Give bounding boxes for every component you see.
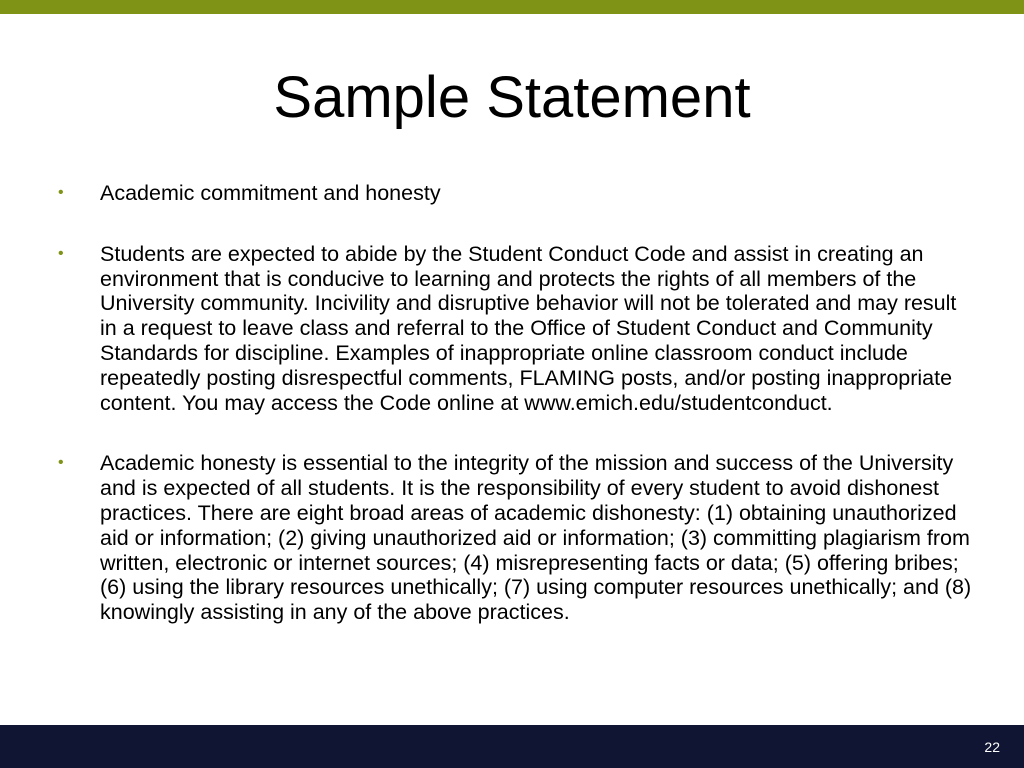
footer-bar	[0, 725, 1024, 768]
bullet-text: Academic commitment and honesty	[100, 181, 441, 205]
bullet-dot-icon: •	[58, 454, 64, 472]
bullet-item	[58, 451, 973, 625]
bullet-text: Students are expected to abide by the Student Conduct Code and assist in creating an environment that is conducive to learning and protects the rights of all members of the University community. Incivility and disruptive behavior will not be tolerated and may result in a request to leave class and referral to the Office of Student Conduct and Community Standards for discipline. Examples of inappropriate online classroom conduct include repeatedly posting disrespectful comments, FLAMING posts, and/or posting inappropriate content. You may access the Code online at www.emich.edu/studentconduct.	[100, 241, 957, 415]
bullet-dot-icon: •	[58, 184, 64, 201]
bullet-item	[58, 181, 973, 206]
bullet-dot-icon: •	[58, 244, 64, 262]
bullet-item	[58, 242, 973, 416]
slide-title: Sample Statement	[273, 65, 751, 130]
top-accent-bar	[0, 0, 1024, 14]
bullet-list	[58, 181, 973, 625]
bullet-text: Academic honesty is essential to the integrity of the mission and success of the University and is expected of all students. It is the responsibility of every student to avoid dishonest practices. There are eight broad areas of academic dishonesty: (1) obtaining unauthorized aid or information; (2) giving unauthorized aid or information; (3) committing plagiarism from written, electronic or internet sources; (4) misrepresenting facts or data; (5) offering bribes; (6) using the library resources unethically; (7) using computer resources unethically; and (8) knowingly assisting in any of the above practices.	[100, 451, 972, 625]
page-number: 22	[984, 739, 1000, 755]
